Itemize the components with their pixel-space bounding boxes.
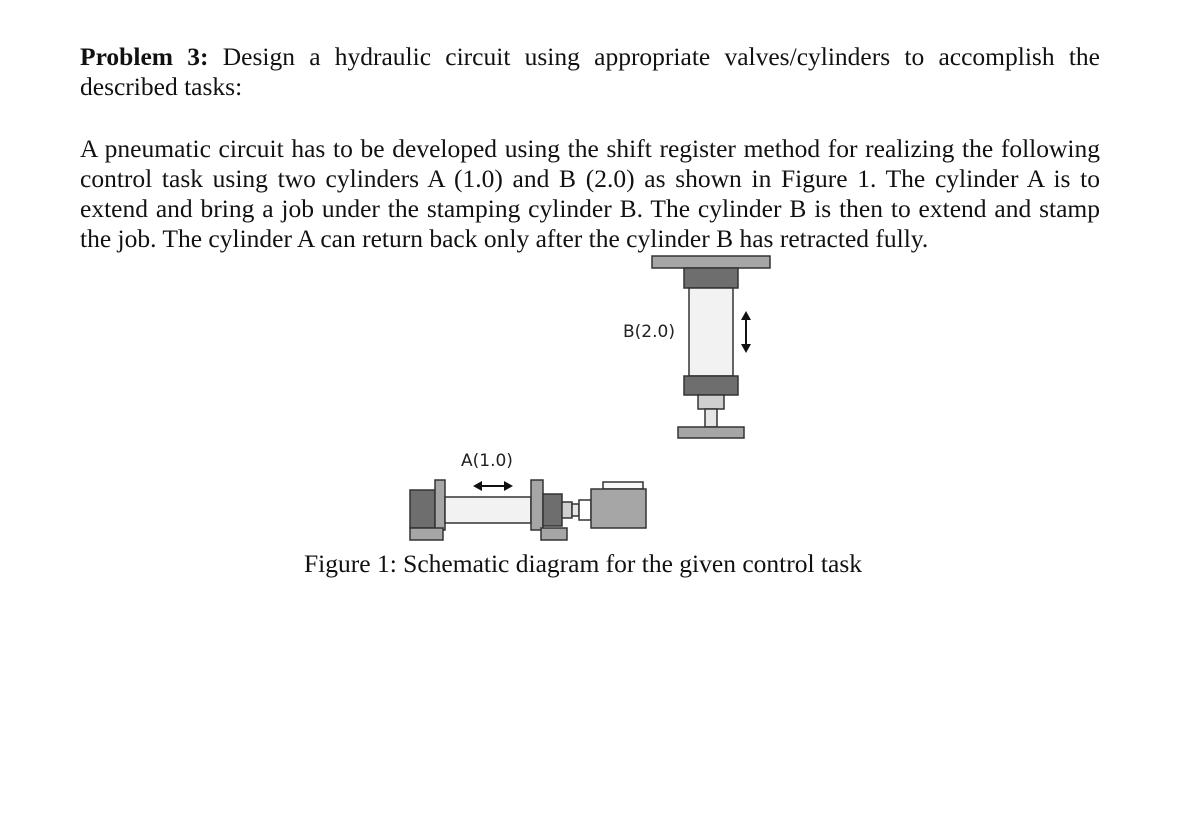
- cylinder-b-barrel: [689, 288, 733, 376]
- cylinder-a-front-mount: [531, 480, 543, 530]
- cylinder-a-front-cap: [543, 494, 562, 526]
- cylinder-a-rod: [572, 504, 579, 516]
- base-rail-right: [541, 528, 567, 540]
- cylinder-a-rod-gland: [562, 502, 572, 518]
- cylinder-b-top-mount: [652, 256, 770, 268]
- cylinder-a-rear-cap: [410, 490, 435, 528]
- schematic-figure: [400, 250, 780, 550]
- cylinder-b-stamp-plate: [678, 427, 744, 438]
- cylinder-b-top-cap: [684, 268, 738, 288]
- cylinder-b: [652, 256, 770, 438]
- job-workpiece: [591, 489, 646, 528]
- cylinder-a: [410, 480, 646, 540]
- cylinder-b-double-arrow-icon: [741, 311, 751, 353]
- task-description: A pneumatic circuit has to be developed using the shift register method for realizing the following control task using two cylinders A (1.0) and B (2.0) as shown in Figure 1. The cylinder A is to extend and bring a job under the stamping cylinder B. The cylinder B is then to extend and stamp the job. The cylinder A can return back only after the cylinder B has retracted fully.: [80, 134, 1100, 253]
- cylinder-a-double-arrow-icon: [473, 481, 513, 491]
- base-rail-left: [410, 528, 443, 540]
- cylinder-a-label: A(1.0): [461, 451, 513, 471]
- problem-prompt: Design a hydraulic circuit using appropriate valves/cylinders to accomplish the described tasks:: [80, 42, 1100, 101]
- problem-statement: [80, 42, 1100, 102]
- cylinder-b-bottom-cap: [684, 376, 738, 395]
- cylinder-b-gland: [698, 395, 724, 409]
- cylinder-a-barrel: [445, 497, 531, 523]
- cylinder-b-label: B(2.0): [623, 322, 675, 342]
- cylinder-a-rod-end: [579, 500, 591, 520]
- problem-heading: Problem 3:: [80, 42, 209, 71]
- job-workpiece-top: [603, 482, 643, 489]
- figure-caption: Figure 1: Schematic diagram for the given control task: [304, 549, 863, 578]
- cylinder-a-rear-mount: [435, 480, 445, 530]
- cylinder-b-rod: [705, 409, 717, 427]
